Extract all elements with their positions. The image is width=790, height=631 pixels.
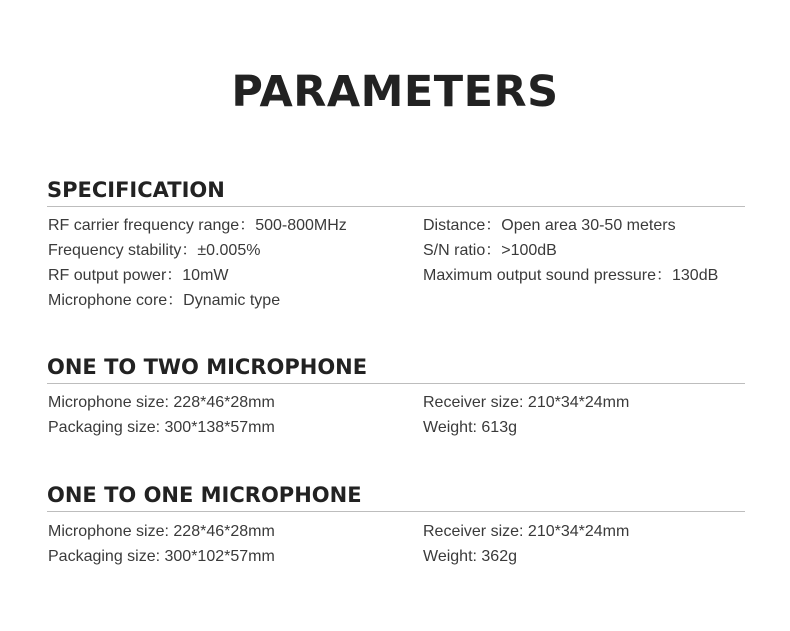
spec-sn-ratio: S/N ratio：>100dB	[423, 242, 557, 259]
divider	[47, 206, 745, 207]
one-packaging-size: Packaging size: 300*102*57mm	[48, 548, 275, 565]
spec-microphone-core: Microphone core：Dynamic type	[48, 292, 281, 309]
spec-rf-frequency-range: RF carrier frequency range：500-800MHz	[48, 217, 347, 234]
one-to-one-section	[47, 482, 745, 569]
page-title: PARAMETERS	[231, 67, 559, 117]
one-weight: Weight: 362g	[423, 548, 517, 565]
spec-frequency-stability: Frequency stability：±0.005%	[48, 242, 261, 259]
one-receiver-size: Receiver size: 210*34*24mm	[423, 523, 630, 540]
section-heading: SPECIFICATION	[47, 178, 225, 202]
divider	[47, 511, 745, 512]
specification-section	[47, 177, 745, 313]
section-heading: ONE TO ONE MICROPHONE	[47, 483, 362, 507]
two-packaging-size: Packaging size: 300*138*57mm	[48, 419, 275, 436]
section-heading: ONE TO TWO MICROPHONE	[47, 355, 368, 379]
two-weight: Weight: 613g	[423, 419, 517, 436]
one-to-two-section	[47, 354, 745, 440]
two-microphone-size: Microphone size: 228*46*28mm	[48, 394, 275, 411]
divider	[47, 383, 745, 384]
spec-rf-output-power: RF output power：10mW	[48, 267, 229, 284]
one-microphone-size: Microphone size: 228*46*28mm	[48, 523, 275, 540]
spec-max-sound-pressure: Maximum output sound pressure：130dB	[423, 267, 719, 284]
spec-distance: Distance：Open area 30-50 meters	[423, 217, 676, 234]
two-receiver-size: Receiver size: 210*34*24mm	[423, 394, 630, 411]
